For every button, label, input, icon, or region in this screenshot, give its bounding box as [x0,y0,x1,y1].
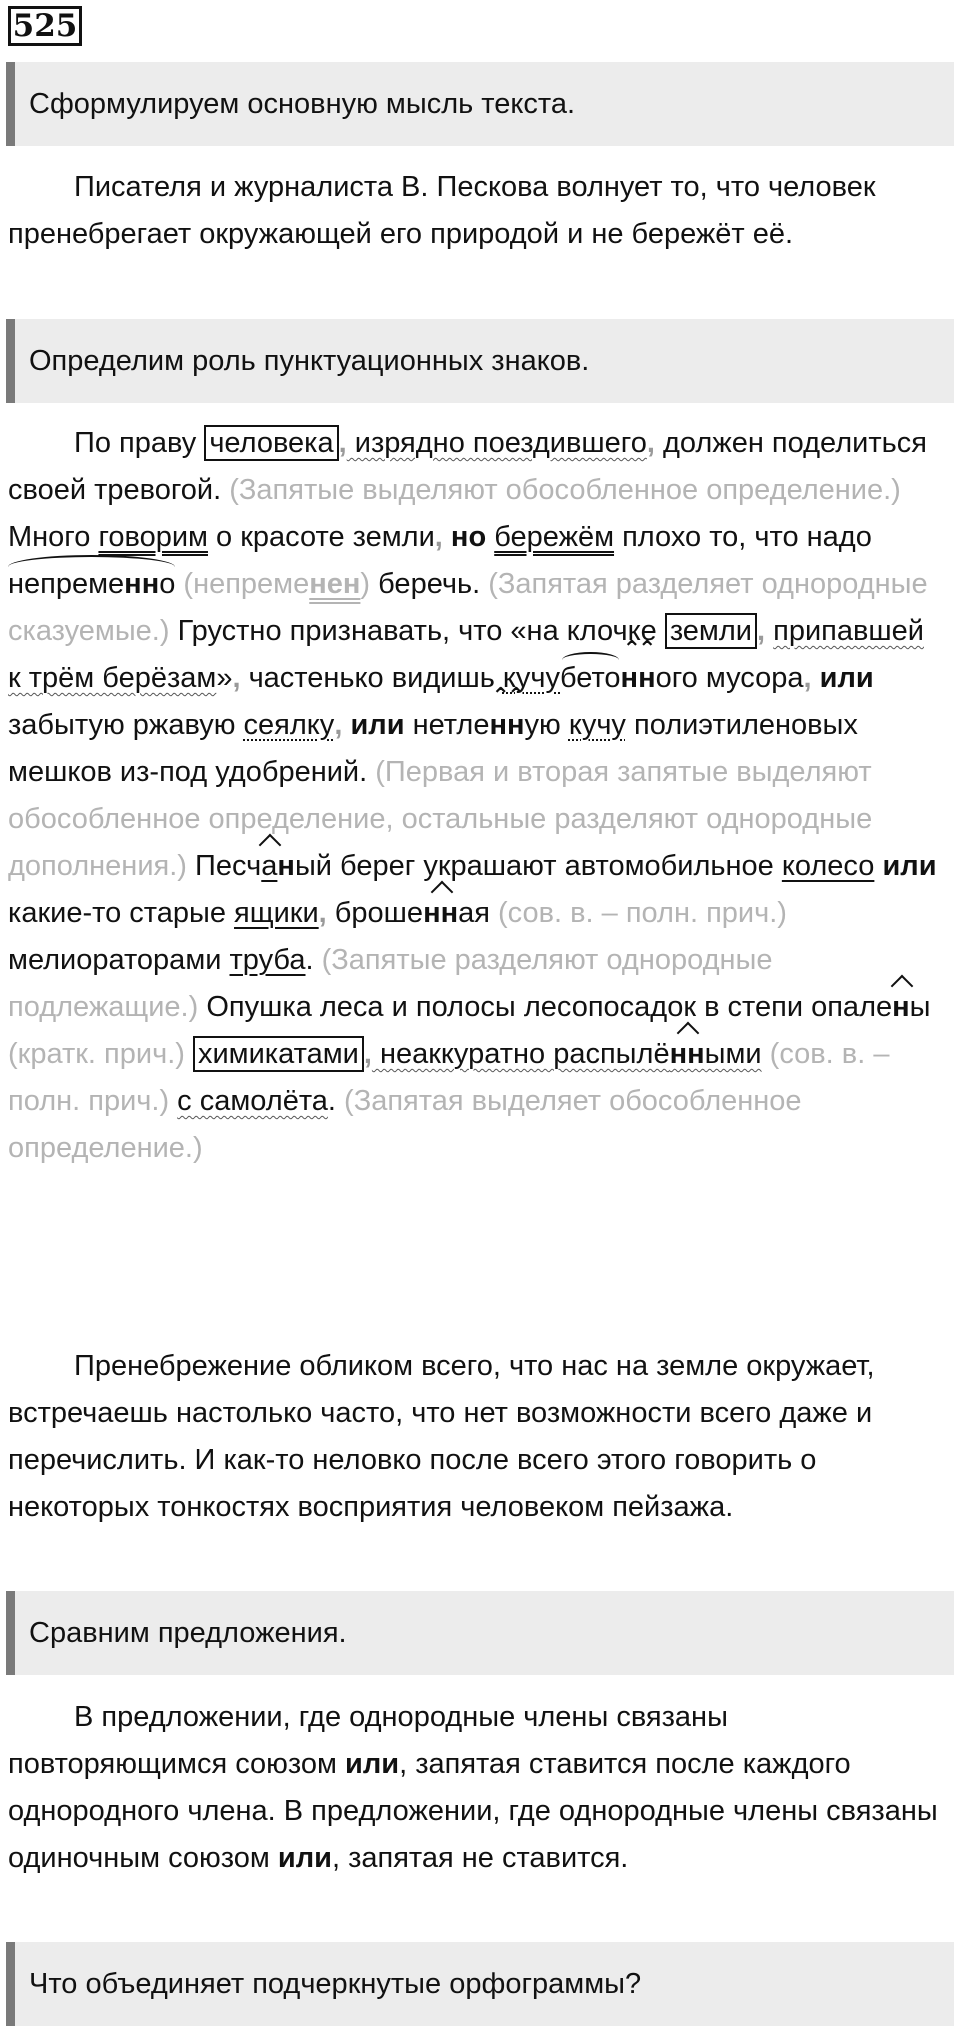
orthogram-n: н [892,984,910,1031]
word-with-arc [8,561,175,608]
orthogram-nn: ⌃⌃ нн [621,655,656,702]
conjunction: но [450,521,487,553]
orthogram-nn: нн [124,568,160,600]
gray-comment: (сов. в. – полн. прич.) [498,897,787,929]
gray-comment: (непреме [175,568,310,600]
gray-comment: (Запятые разделяют однородные подлежащие.) [8,944,773,1023]
paragraph-compare [8,1694,944,1882]
text: Песч [186,850,262,882]
word-part-arc: бето [560,655,621,702]
text [443,521,451,553]
text: В предложении, где однородные члены связаны повторяющимся союзом [8,1701,728,1780]
object-word: сеялку [243,709,335,741]
text: ого мусора [655,662,804,694]
subject-word: колесо [781,850,875,882]
text [765,615,773,647]
conjunction: или [350,709,405,741]
subject-word: ящики [234,897,319,929]
text [169,1085,177,1117]
gray-suffix: нен [309,568,361,600]
text: Опушка леса и полосы лесопосадок в степи опале [198,991,893,1023]
comma-mark: , [318,897,327,929]
object-word: кучу [502,662,560,694]
text: Грустно признавать, что «на клочке [169,615,665,647]
text: , запятая не ставится. [331,1842,629,1874]
comma-mark: , [434,521,443,553]
text: полиэтиленовых мешков из-под удобрений. [8,709,858,788]
heading-main-idea: Сформулируем основную мысль текста. [6,62,954,146]
gray-comment: (кратк. прич.) [8,1038,185,1070]
paragraph-main-idea [8,164,944,258]
text: должен поделиться своей тревогой. [8,427,927,506]
defined-word-box: человека [204,425,338,461]
text: мелиораторами [8,944,230,976]
text: » [216,662,233,694]
orthogram-n: н [277,850,295,882]
object-word: кучу [568,709,626,741]
text: беречь. [370,568,489,600]
participle-phrase: изрядно поездившего [346,427,647,459]
task-number-badge: 525 [8,6,82,46]
heading-punctuation: Определим роль пунктуационных знаков. [6,319,954,403]
word-part: о [159,568,176,600]
text: , запятая ставится после каждого однородного члена. В предложении, где однородные члены связаны одиночным союзом [8,1748,938,1874]
conjunction: или [345,1748,400,1780]
text: ая [458,897,498,929]
orthogram-nn: ⌃⌃ нн [489,702,524,749]
text: нетле [404,709,490,741]
paragraph-quote [8,1343,944,1531]
comma-mark: , [338,427,347,459]
comma-mark: , [363,1038,372,1070]
conjunction: или [882,850,937,882]
orthogram-nn: нн [670,1031,705,1078]
heading-orthograms: Что объединяет подчеркнутые орфограммы? [6,1942,954,2026]
text: По праву [74,427,205,459]
gray-comment: (сов. в. – полн. прич.) [8,1038,890,1117]
text [812,662,820,694]
text: ый берег украшают автомобильное [294,850,782,882]
gray-comment: (Запятая выделяет обособленное определение.) [8,1085,802,1164]
text: забытую ржавую [8,709,244,741]
comma-mark: , [232,662,241,694]
text: какие-то старые [8,897,235,929]
orthogram-a: а [261,843,277,890]
text: . [305,944,322,976]
gray-comment: (Запятые выделяют обособленное определение.) [229,474,901,506]
gray-comment: (Запятая разделяет однородные сказуемые.) [8,568,928,647]
text: ую [524,709,569,741]
gray-comment: ) [360,568,371,600]
text: . [327,1085,345,1117]
participle-phrase: с самолёта [177,1085,328,1117]
gray-comment: (Первая и вторая запятые выделяют обособленное определение, остальные разделяют однородные дополнения.) [8,756,873,882]
comma-mark: , [756,615,766,647]
paragraph-analysis [8,420,944,1172]
text: броше [326,897,424,929]
comma-mark: , [646,427,655,459]
paragraph-quote-text: Пренебрежение обликом всего, что нас на земле окружает, встречаешь настолько часто, что нет возможности всего даже и перечислить. И как-то неловко после всего этого говорить о некоторых тонкостях восприятия человеком пейзажа. [8,1350,875,1523]
text [486,521,494,553]
conjunction: или [277,1842,332,1874]
subject-word: труба [229,944,306,976]
word-part: непреме [8,568,125,600]
predicate-word: бережём [494,521,615,553]
heading-compare: Сравним предложения. [6,1591,954,1675]
comma-mark: , [334,709,343,741]
text: плохо то, что надо [614,521,872,553]
text: о красоте земли [207,521,435,553]
defined-word-box: химикатами [193,1036,364,1072]
text [185,1038,193,1070]
participle-phrase: припавшей к трём берёзам [8,615,924,694]
comma-mark: , [803,662,812,694]
paragraph-main-idea-text: Писателя и журналиста В. Пескова волнует то, что человек пренебрегает окружающей его природой и не бережёт её. [8,171,876,250]
text: Много [8,521,99,553]
predicate-word: говорим [98,521,208,553]
text: ы [909,991,931,1023]
orthogram-nn: нн [423,890,458,937]
text: частенько видишь [240,662,503,694]
defined-word-box: земли [665,613,757,649]
participle-phrase: неаккуратно распылё [371,1038,670,1070]
participle-phrase: ыми [704,1038,762,1070]
conjunction: или [819,662,874,694]
